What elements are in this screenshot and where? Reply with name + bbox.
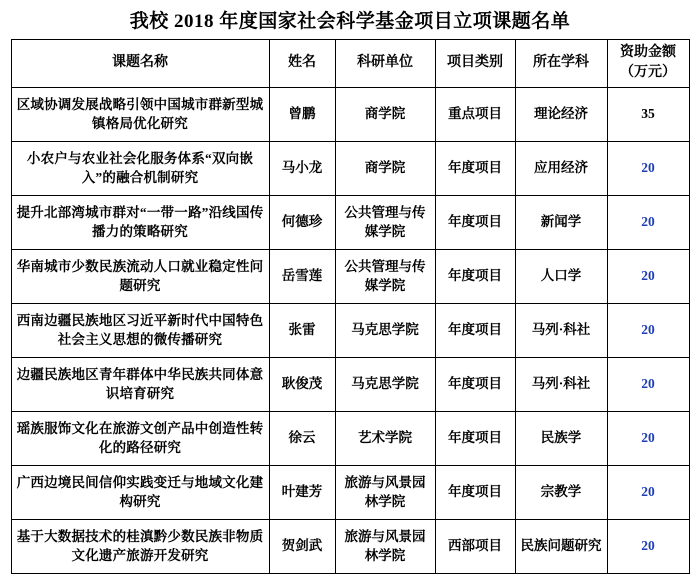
cell-amount: 20	[607, 357, 689, 411]
cell-name: 何德珍	[269, 195, 335, 249]
table-header-row	[11, 40, 689, 88]
cell-unit: 商学院	[335, 141, 435, 195]
cell-category: 年度项目	[435, 357, 515, 411]
cell-amount: 20	[607, 141, 689, 195]
cell-discipline: 民族问题研究	[515, 519, 607, 573]
cell-unit: 旅游与风景园林学院	[335, 465, 435, 519]
cell-unit: 马克思学院	[335, 303, 435, 357]
cell-unit: 艺术学院	[335, 411, 435, 465]
cell-title: 瑶族服饰文化在旅游文创产品中创造性转化的路径研究	[11, 411, 269, 465]
cell-unit: 公共管理与传媒学院	[335, 195, 435, 249]
cell-amount: 20	[607, 249, 689, 303]
cell-unit: 公共管理与传媒学院	[335, 249, 435, 303]
cell-amount: 20	[607, 411, 689, 465]
cell-discipline: 马列·科社	[515, 303, 607, 357]
cell-discipline: 新闻学	[515, 195, 607, 249]
cell-discipline: 马列·科社	[515, 357, 607, 411]
column-header-unit: 科研单位	[335, 40, 435, 88]
cell-discipline: 人口学	[515, 249, 607, 303]
cell-name: 岳雪莲	[269, 249, 335, 303]
cell-name: 曾鹏	[269, 87, 335, 141]
cell-name: 耿俊茂	[269, 357, 335, 411]
cell-discipline: 民族学	[515, 411, 607, 465]
table-row	[11, 195, 689, 249]
column-header-amount-line2: （万元）	[620, 65, 676, 81]
cell-category: 年度项目	[435, 411, 515, 465]
cell-unit: 商学院	[335, 87, 435, 141]
grant-project-table	[11, 39, 690, 574]
cell-unit: 马克思学院	[335, 357, 435, 411]
cell-title: 西南边疆民族地区习近平新时代中国特色社会主义思想的微传播研究	[11, 303, 269, 357]
cell-title: 华南城市少数民族流动人口就业稳定性问题研究	[11, 249, 269, 303]
cell-name: 张雷	[269, 303, 335, 357]
cell-category: 重点项目	[435, 87, 515, 141]
table-row	[11, 87, 689, 141]
cell-amount: 20	[607, 465, 689, 519]
cell-title: 小农户与农业社会化服务体系“双向嵌入”的融合机制研究	[11, 141, 269, 195]
table-row	[11, 465, 689, 519]
table-row	[11, 519, 689, 573]
cell-amount: 20	[607, 519, 689, 573]
cell-title: 广西边境民间信仰实践变迁与地域文化建构研究	[11, 465, 269, 519]
cell-category: 年度项目	[435, 465, 515, 519]
table-body	[11, 87, 689, 573]
cell-unit: 旅游与风景园林学院	[335, 519, 435, 573]
table-row	[11, 411, 689, 465]
cell-category: 年度项目	[435, 141, 515, 195]
cell-title: 基于大数据技术的桂滇黔少数民族非物质文化遗产旅游开发研究	[11, 519, 269, 573]
cell-category: 年度项目	[435, 195, 515, 249]
column-header-title: 课题名称	[11, 40, 269, 88]
table-row	[11, 357, 689, 411]
table-row	[11, 249, 689, 303]
cell-title: 提升北部湾城市群对“一带一路”沿线国传播力的策略研究	[11, 195, 269, 249]
table-row	[11, 303, 689, 357]
table-row	[11, 141, 689, 195]
cell-amount: 35	[607, 87, 689, 141]
cell-name: 叶建芳	[269, 465, 335, 519]
column-header-amount	[607, 40, 689, 88]
column-header-name: 姓名	[269, 40, 335, 88]
cell-category: 年度项目	[435, 249, 515, 303]
cell-discipline: 应用经济	[515, 141, 607, 195]
column-header-category: 项目类别	[435, 40, 515, 88]
cell-amount: 20	[607, 195, 689, 249]
cell-category: 西部项目	[435, 519, 515, 573]
cell-discipline: 宗教学	[515, 465, 607, 519]
cell-title: 区域协调发展战略引领中国城市群新型城镇格局优化研究	[11, 87, 269, 141]
cell-name: 马小龙	[269, 141, 335, 195]
page-title: 我校 2018 年度国家社会科学基金项目立项课题名单	[129, 11, 571, 32]
cell-category: 年度项目	[435, 303, 515, 357]
column-header-discipline: 所在学科	[515, 40, 607, 88]
cell-name: 贺剑武	[269, 519, 335, 573]
column-header-amount-line1: 资助金额	[620, 45, 676, 60]
cell-discipline: 理论经济	[515, 87, 607, 141]
cell-title: 边疆民族地区青年群体中华民族共同体意识培育研究	[11, 357, 269, 411]
cell-amount: 20	[607, 303, 689, 357]
cell-name: 徐云	[269, 411, 335, 465]
